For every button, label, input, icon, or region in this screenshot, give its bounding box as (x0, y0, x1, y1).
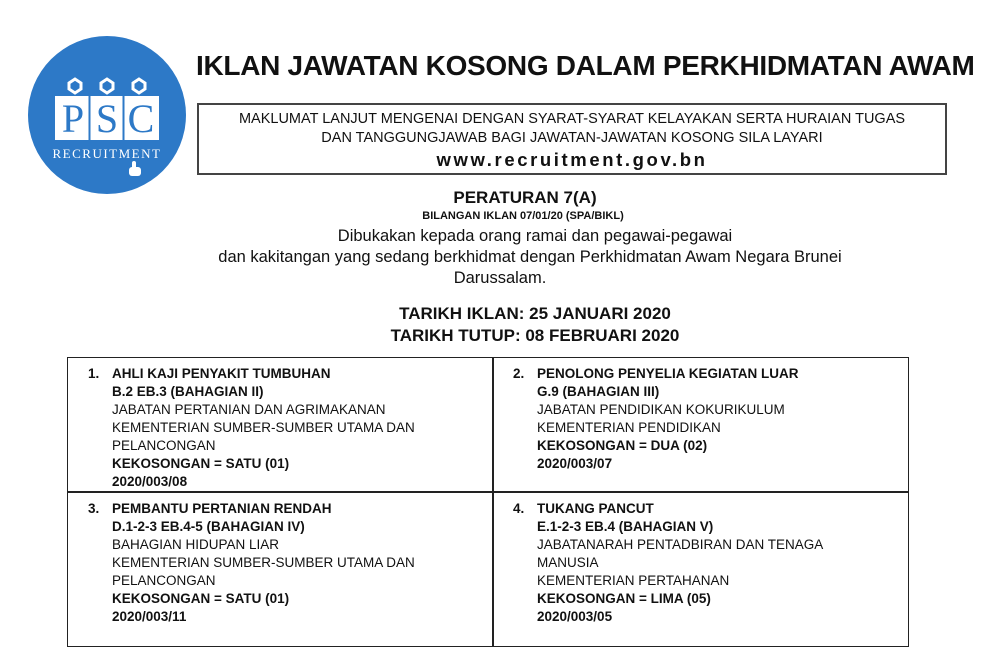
vacancy-title: AHLI KAJI PENYAKIT TUMBUHAN (112, 366, 331, 381)
vacancy-count: KEKOSONGAN = SATU (01) (112, 591, 290, 606)
logo-letter-p: P (61, 96, 85, 141)
vacancy-ministry: KEMENTERIAN PENDIDIKAN (537, 420, 721, 435)
vacancy-title: TUKANG PANCUT (537, 501, 654, 516)
ad-number: BILANGAN IKLAN 07/01/20 (SPA/BIKL) (422, 210, 624, 222)
logo-letter-s: S (95, 96, 119, 141)
vacancy-ref: 2020/003/11 (112, 609, 187, 624)
vacancy-number: 3. (88, 501, 100, 516)
vacancy-cell-3 (88, 500, 498, 626)
vacancy-number: 1. (88, 366, 100, 381)
vacancy-number: 2. (513, 366, 525, 381)
vacancy-department: JABATAN PENDIDIKAN KOKURIKULUM (537, 402, 785, 417)
psc-recruitment-logo (28, 36, 186, 194)
vacancy-ministry: KEMENTERIAN PERTAHANAN (537, 573, 730, 588)
vacancy-cell-2 (513, 365, 923, 473)
vacancy-count: KEKOSONGAN = SATU (01) (112, 456, 290, 471)
vacancy-count: KEKOSONGAN = LIMA (05) (537, 591, 711, 606)
logo-subtitle: RECRUITMENT (52, 146, 162, 161)
vacancy-cell-4 (513, 500, 923, 626)
vacancy-ref: 2020/003/05 (537, 609, 613, 624)
vacancy-ministry: KEMENTERIAN SUMBER-SUMBER UTAMA DAN (112, 555, 415, 570)
desc-line-3: Darussalam. (453, 269, 547, 287)
dates-block (0, 303, 1000, 347)
info-line-2: DAN TANGGUNGJAWAB BAGI JAWATAN-JAWATAN KOSONG SILA LAYARI (321, 130, 823, 146)
info-box (197, 103, 947, 175)
desc-line-2: dan kakitangan yang sedang berkhidmat dengan Perkhidmatan Awam Negara Brunei (218, 248, 842, 266)
eligibility-description (0, 226, 1000, 289)
vacancy-grade: E.1-2-3 EB.4 (BAHAGIAN V) (537, 519, 714, 534)
vacancy-department-cont: MANUSIA (537, 555, 599, 570)
vacancy-number: 4. (513, 501, 525, 516)
vacancy-grade: G.9 (BAHAGIAN III) (537, 384, 660, 399)
close-date: TARIKH TUTUP: 08 FEBRUARI 2020 (390, 326, 680, 345)
vacancy-count: KEKOSONGAN = DUA (02) (537, 438, 708, 453)
vacancy-ministry-cont: PELANCONGAN (112, 573, 216, 588)
vacancy-department: JABATAN PERTANIAN DAN AGRIMAKANAN (112, 402, 386, 417)
logo-letter-c: C (127, 96, 155, 141)
vacancy-cell-1 (88, 365, 498, 491)
vacancy-department: BAHAGIAN HIDUPAN LIAR (112, 537, 280, 552)
vacancy-ministry-cont: PELANCONGAN (112, 438, 216, 453)
table-divider-horizontal (68, 491, 908, 493)
recruitment-website-link[interactable]: www.recruitment.gov.bn (436, 149, 708, 170)
info-line-1: MAKLUMAT LANJUT MENGENAI DENGAN SYARAT-SYARAT KELAYAKAN SERTA HURAIAN TUGAS (238, 111, 906, 127)
vacancy-ref: 2020/003/07 (537, 456, 613, 471)
page-title: IKLAN JAWATAN KOSONG DALAM PERKHIDMATAN AWAM (196, 50, 975, 81)
vacancy-title: PENOLONG PENYELIA KEGIATAN LUAR (537, 366, 799, 381)
regulation-title: PERATURAN 7(A) (453, 188, 597, 207)
vacancy-grade: B.2 EB.3 (BAHAGIAN II) (112, 384, 264, 399)
vacancy-department: JABATANARAH PENTADBIRAN DAN TENAGA (537, 537, 824, 552)
vacancies-table (67, 357, 909, 647)
ad-date: TARIKH IKLAN: 25 JANUARI 2020 (399, 304, 671, 323)
desc-line-1: Dibukakan kepada orang ramai dan pegawai-pegawai (337, 227, 733, 245)
vacancy-ministry: KEMENTERIAN SUMBER-SUMBER UTAMA DAN (112, 420, 415, 435)
vacancy-grade: D.1-2-3 EB.4-5 (BAHAGIAN IV) (112, 519, 305, 534)
vacancy-title: PEMBANTU PERTANIAN RENDAH (112, 501, 332, 516)
vacancy-ref: 2020/003/08 (112, 474, 188, 489)
